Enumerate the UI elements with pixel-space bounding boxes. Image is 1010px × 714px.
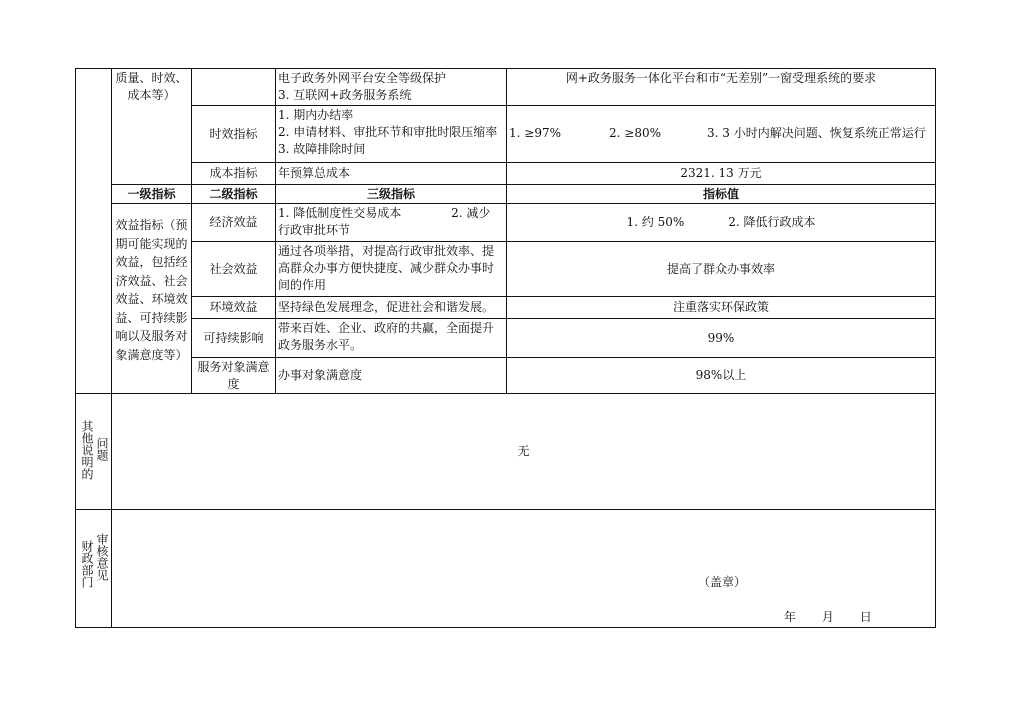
grid-line: [111, 68, 112, 628]
sustainable-level2: [192, 319, 275, 357]
grid-line: [935, 68, 936, 628]
grid-line: [75, 509, 936, 510]
quality-indicator-line: 电子政务外网平台安全等级保护: [278, 71, 447, 85]
cost-level2: [192, 163, 275, 184]
economic-level2: [192, 204, 275, 241]
finance-seal-text: （盖章）: [698, 575, 747, 589]
environment-value: [507, 297, 935, 318]
environment-value-text: 注重落实环保政策: [672, 300, 769, 314]
finance-label-col1-text: 财政部门: [80, 540, 94, 588]
cost-level2-text: 成本指标: [209, 166, 258, 180]
quality-indicator: [276, 70, 506, 105]
timeliness-indicator-line: 2. 申请材料、审批环节和审批时限压缩率: [278, 125, 498, 139]
satisfaction-indicator-text: 办事对象满意度: [278, 368, 363, 382]
finance-date-month: 月: [821, 610, 834, 624]
social-value: [507, 242, 935, 296]
satisfaction-value: [507, 358, 935, 393]
header-level3-text: 三级指标: [366, 186, 415, 201]
finance-label-col2-text: 审核意见: [95, 533, 109, 581]
finance-seal: [698, 574, 758, 592]
timeliness-value-1: 1. ≥97%: [509, 126, 561, 140]
social-level2: [192, 242, 275, 296]
other-content-text: 无: [517, 444, 530, 458]
environment-level2-text: 环境效益: [209, 300, 258, 314]
header-level1-text: 一级指标: [127, 186, 176, 201]
economic-indicator-part3: 行政审批环节: [278, 223, 351, 237]
satisfaction-level2-text: 服务对象满意度: [197, 359, 270, 391]
quality-value: [507, 70, 935, 88]
economic-value: [507, 204, 935, 241]
other-label-col1: [79, 420, 95, 490]
environment-level2: [192, 297, 275, 318]
timeliness-value-3: 3. 3 小时内解决问题、恢复系统正常运行: [707, 126, 926, 140]
cost-value-text: 2321. 13 万元: [680, 166, 762, 180]
economic-level2-text: 经济效益: [209, 215, 258, 229]
quality-level1-text: 质量、时效、成本等）: [115, 71, 188, 102]
timeliness-indicator-line: 1. 期内办结率: [278, 108, 354, 122]
economic-indicator-line: [278, 205, 506, 222]
timeliness-indicator: [276, 107, 506, 162]
economic-value-part1: 1. 约 50%: [626, 215, 685, 229]
sustainable-indicator: [276, 320, 506, 357]
grid-line: [75, 627, 936, 628]
header-value-text: 指标值: [702, 186, 739, 201]
timeliness-level2-text: 时效指标: [209, 126, 258, 141]
other-label-col2-text: 问题: [95, 437, 109, 461]
sustainable-value: [507, 319, 935, 357]
satisfaction-value-text: 98%以上: [695, 368, 747, 382]
social-level2-text: 社会效益: [209, 261, 258, 276]
quality-value-text: 网+政务服务一体化平台和市“无差别”一窗受理系统的要求: [565, 71, 877, 85]
sustainable-level2-text: 可持续影响: [203, 330, 264, 345]
header-level3: [276, 185, 506, 203]
finance-date-year: 年: [784, 610, 797, 624]
grid-line: [75, 68, 936, 69]
sustainable-value-text: 99%: [707, 330, 735, 345]
timeliness-indicator-line: 3. 故障排除时间: [278, 142, 366, 156]
header-value: [507, 185, 935, 203]
cost-indicator: [276, 163, 506, 184]
header-level2: [192, 185, 275, 203]
finance-date: [784, 609, 904, 627]
economic-indicator-part1: 1. 降低制度性交易成本: [278, 206, 402, 220]
timeliness-level2: [192, 106, 275, 162]
cost-value: [507, 163, 935, 184]
other-content: [112, 394, 935, 509]
finance-date-day: 日: [859, 610, 872, 624]
quality-level1-tail: [112, 69, 191, 105]
finance-label-col1: [79, 540, 95, 605]
social-value-text: 提高了群众办事效率: [666, 261, 775, 276]
header-level1: [112, 185, 191, 203]
other-label-col2: [94, 437, 110, 477]
other-label-col1-text: 其他说明的: [80, 420, 94, 480]
environment-indicator-text: 坚持绿色发展理念，促进社会和谐发展。: [278, 300, 495, 314]
social-indicator-text: 通过各项举措，对提高行政审批效率、提高群众办事方便快捷度、减少群众办事时间的作用: [278, 244, 495, 292]
quality-indicator-line: 3. 互联网+政务服务系统: [278, 88, 412, 102]
sustainable-indicator-text: 带来百姓、企业、政府的共赢，全面提升政务服务水平。: [278, 321, 495, 352]
header-level2-text: 二级指标: [209, 186, 258, 201]
social-indicator: [276, 243, 506, 296]
economic-value-part2: 2. 降低行政成本: [728, 215, 816, 229]
timeliness-value-2: 2. ≥80%: [609, 126, 661, 140]
satisfaction-indicator: [276, 358, 506, 393]
benefit-level1-text: 效益指标（预期可能实现的效益，包括经济效益、社会效益、环境效益、可持续影响以及服务对象满意度等）: [115, 218, 188, 362]
economic-indicator: [276, 205, 506, 241]
finance-label-col2: [94, 533, 110, 598]
grid-line: [75, 68, 76, 628]
cost-indicator-text: 年预算总成本: [278, 166, 351, 180]
environment-indicator: [276, 297, 506, 318]
economic-indicator-part2: 2. 减少: [451, 206, 491, 220]
satisfaction-level2: [193, 358, 274, 393]
benefit-level1: [113, 216, 190, 381]
timeliness-values: [507, 106, 935, 162]
